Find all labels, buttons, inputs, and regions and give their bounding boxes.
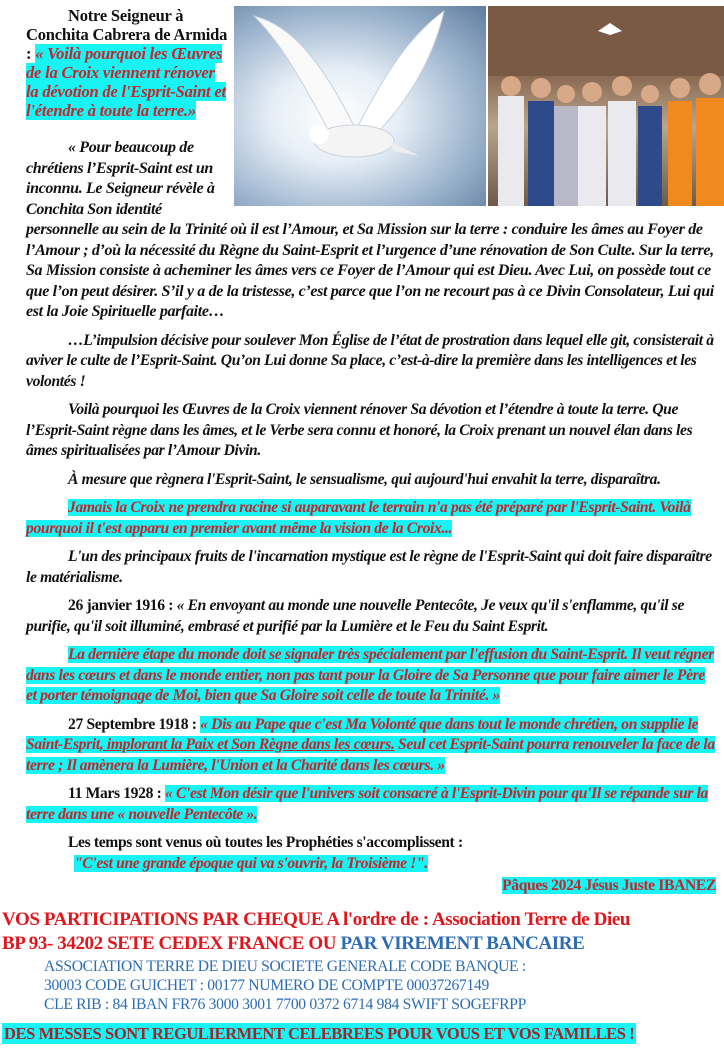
bank-details [44, 957, 716, 1014]
masses-text: DES MESSES SONT REGULIERMENT CELEBREES POUR VOUS ET VOS FAMILLES ! [4, 1023, 635, 1043]
bank-transfer-label: PAR VIREMENT BANCAIRE [340, 932, 585, 954]
group-photo [488, 6, 724, 206]
dove-photo [234, 6, 486, 206]
paragraph-5 [26, 498, 716, 539]
date-label: 11 Mars 1928 : [68, 785, 165, 802]
date-label: 27 Septembre 1918 : [68, 715, 201, 733]
payment-address: BP 93- 34202 SETE CEDEX FRANCE OU [2, 932, 341, 954]
paragraph-10 [26, 784, 716, 825]
highlighted-quote: « C'est Mon désir que l'univers soit consacré à l'Esprit-Divin pour qu'Il se répande sur la terre dans une « nouvelle Pentecôte ». [26, 785, 708, 823]
paragraph-11: Les temps sont venus où toutes les Prophéties s'accomplissent : [68, 834, 463, 851]
quote-text: « En envoyant au monde une nouvelle Pentecôte, Je veux qu'il s'enflamme, qu'il se purifie, qu'il soit illuminé, embrasé et purifié par la Lumière et le Feu du Saint Esprit. [26, 597, 685, 635]
paragraph-2: …L’impulsion décisive pour soulever Mon Église de l’état de prostration dans lequel elle git, consisterait à aviver le culte de l’Esprit-Saint. Qu’on Lui donne Sa place, c’est-à-dire la première dans les intelligences et les volontés ! [26, 331, 714, 390]
signature-line [26, 876, 716, 897]
paragraph-4: À mesure que règnera l'Esprit-Saint, le sensualisme, qui aujourd'hui envahit la terre, disparaîtra. [68, 470, 661, 488]
header-photos [234, 6, 724, 206]
date-label: 26 janvier 1916 : [68, 597, 177, 614]
highlighted-quote: « Dis au Pape que c'est Ma Volonté que dans tout le monde chrétien, on supplie le Saint-Esprit [26, 715, 699, 753]
highlighted-quote: Jamais la Croix ne prendra racine si auparavant le terrain n'a pas été préparé par l'Esprit-Saint. Voilà pourquoi il t'est apparu en premier avant même la vision de la Croix... [26, 499, 691, 537]
prophecy-quote-line [74, 854, 716, 875]
paragraph-9 [26, 715, 716, 777]
paragraph-8 [26, 645, 716, 707]
paragraph-3: Voilà pourquoi les Œuvres de la Croix viennent rénover Sa dévotion et l’étendre à toute la terre. Que l’Esprit-Saint règne dans les âmes, et le Verbe sera connu et honoré, la Croix prenant un nouvel élan dans les âmes spiritualisées par l’Amour Divin. [26, 401, 693, 459]
masses-notice [2, 1024, 716, 1045]
paragraph-1: « Pour beaucoup de chrétiens l’Esprit-Saint est un inconnu. Le Seigneur révèle à Conchita Son identité personnelle au sein de la Trinité où il est l’Amour, et Sa Mission sur la terre : conduire les âmes au Foyer de l’Amour ; d’où la nécessité du Règne du Saint-Esprit et l’urgence d’une rénovation de Son Culte. Sur la terre, Sa Mission consiste à acheminer les âmes vers ce Foyer de l’Amour qui est Dieu. Avec Lui, on possède tout ce que l’on peut désirer. S’il y a de la tristesse, c’est parce que l’on ne recourt pas à ce Divin Consolateur, Lui qui est la Joie Spirituelle parfaite… [26, 139, 714, 320]
underlined-quote: , implorant la Paix et Son Règne dans les cœurs. [99, 736, 395, 753]
bank-line-1: ASSOCIATION TERRE DE DIEU SOCIETE GENERALE CODE BANQUE : [44, 957, 526, 975]
document-page [2, 6, 716, 1052]
highlighted-quote: La dernière étape du monde doit se signaler très spécialement par l'effusion du Saint-Esprit. Il veut régner dans les cœurs et dans le monde entier, non pas tant pour la Gloire de Sa Personne que pour faire aimer le Père et porter témoignage de Moi, bien que Sa Gloire soit celle de toute la Trinité. » [26, 646, 714, 704]
signature: Pâques 2024 Jésus Juste IBANEZ [502, 877, 716, 894]
highlighted-quote: Seul cet Esprit-Saint pourra renouveler la face de la terre ; Il amènera la Lumière, l'Union et la Charité dans les cœurs. » [26, 736, 715, 774]
paragraph-6: L'un des principaux fruits de l'incarnation mystique est le règne de l'Esprit-Saint qui doit faire disparaître le matérialisme. [26, 548, 712, 586]
payment-cheque-line: VOS PARTICIPATIONS PAR CHEQUE A l'ordre de : Association Terre de Dieu [2, 908, 631, 930]
bank-line-2: 30003 CODE GUICHET : 00177 NUMERO DE COMPTE 00037267149 [44, 976, 489, 994]
payment-address-line [2, 933, 716, 955]
dove-icon [234, 6, 486, 206]
intro-quote: « Voilà pourquoi les Œuvres de la Croix viennent rénover la dévotion de l'Esprit-Saint et l'étendre à toute la terre.» [26, 44, 226, 120]
paragraph-7 [26, 596, 716, 637]
bank-line-3: CLE RIB : 84 IBAN FR76 3000 3001 7700 0372 6714 984 SWIFT SOGEFRPP [44, 995, 527, 1013]
intro-label: Notre Seigneur à Conchita Cabrera de Armida : [26, 6, 228, 63]
prophecy-quote: "C'est une grande époque qui va s'ouvrir, la Troisième !". [74, 854, 428, 872]
